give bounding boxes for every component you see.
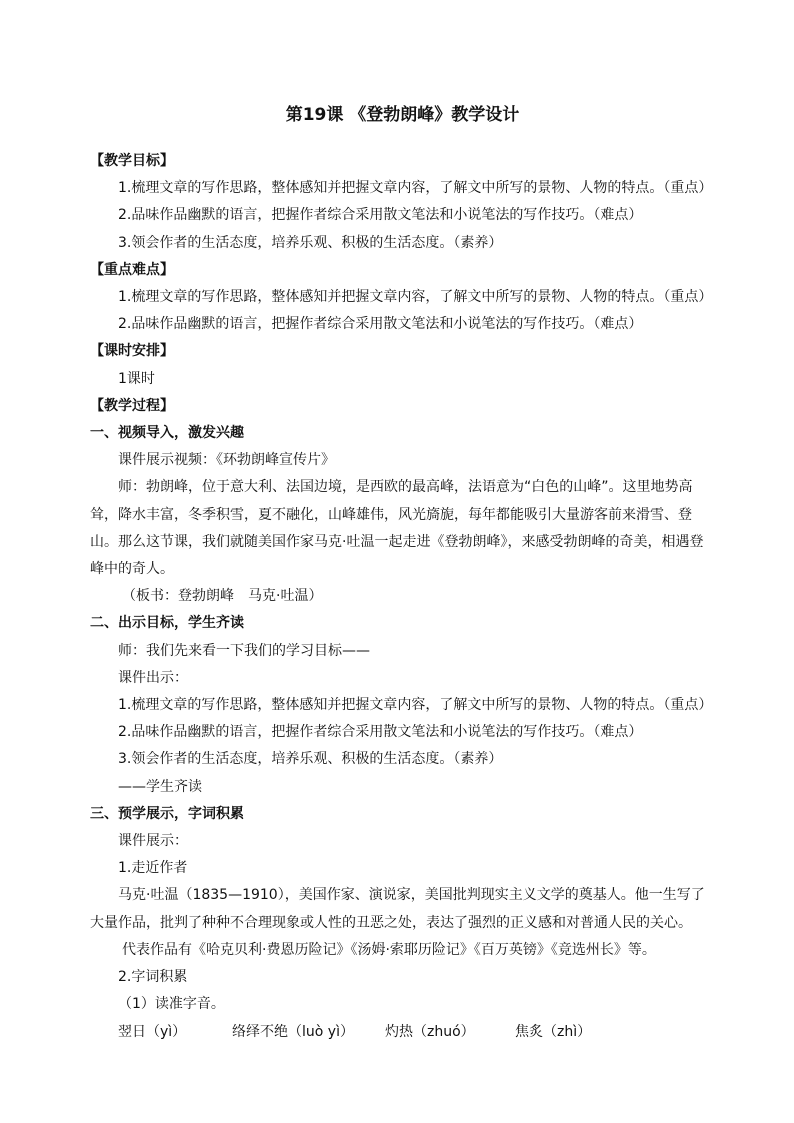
video-line: 课件展示视频：《环勃朗峰宣传片》 xyxy=(118,452,335,469)
goal-item: 3.领会作者的生活态度，培养乐观、积极的生活态度。（素养） xyxy=(118,751,503,768)
intro-paragraph: 师：勃朗峰，位于意大利、法国边境，是西欧的最高峰，法语意为“白色的山峰”。这里地势高耸，降水丰富，冬季积雪，夏不融化，山峰雄伟，风光旖旎，每年都能吸引大量游客前来滑雪、登山。那么这节课，我们就随美国作家马克·吐温一起走进《登勃朗峰》，来感受勃朗峰的奇美，相遇登峰中的奇人。 xyxy=(90,479,704,578)
subheading-vocab: 2.字词积累 xyxy=(118,969,188,986)
section-heading-schedule: 【课时安排】 xyxy=(90,343,174,360)
key-point-item: 2.品味作品幽默的语言，把握作者综合采用散文笔法和小说笔法的写作技巧。（难点） xyxy=(118,316,643,333)
author-paragraph: 马克·吐温（1835—1910），美国作家、演说家，美国批判现实主义文学的奠基人。他一生写了大量作品，批判了种种不合理现象或人性的丑恶之处，表达了强烈的正义感和对普通人民的关心。 xyxy=(90,887,705,931)
board-note: （板书：登勃朗峰 马克·吐温） xyxy=(122,588,323,605)
goal-item: 3.领会作者的生活态度，培养乐观、积极的生活态度。（素养） xyxy=(118,234,503,251)
section-heading-goals: 【教学目标】 xyxy=(90,153,174,169)
part-heading-2: 二、出示目标，学生齐读 xyxy=(90,615,244,632)
subheading-author: 1.走近作者 xyxy=(118,860,188,877)
key-point-item: 1.梳理文章的写作思路，整体感知并把握文章内容，了解文中所写的景物、人物的特点。（重点） xyxy=(118,289,713,306)
section-heading-process: 【教学过程】 xyxy=(90,397,174,414)
schedule-text: 1课时 xyxy=(118,370,155,387)
courseware-line: 课件出示： xyxy=(118,669,188,686)
pinyin-item: 翌日（yì） xyxy=(118,1023,187,1040)
part-heading-1: 一、视频导入，激发兴趣 xyxy=(90,425,244,442)
pinyin-item: 络绎不绝（luò yì） xyxy=(232,1023,354,1040)
goal-item: 1.梳理文章的写作思路，整体感知并把握文章内容，了解文中所写的景物、人物的特点。（重点） xyxy=(118,697,713,714)
goal-item: 2.品味作品幽默的语言，把握作者综合采用散文笔法和小说笔法的写作技巧。（难点） xyxy=(118,207,643,224)
read-aloud-line: ——学生齐读 xyxy=(118,778,202,795)
works-line: 代表作品有《哈克贝利·费恩历险记》《汤姆·索耶历险记》《百万英镑》《竞选州长》等。 xyxy=(122,941,656,958)
document-body xyxy=(90,100,715,1046)
pinyin-item: 灼热（zhuó） xyxy=(385,1023,475,1040)
courseware-line: 课件展示： xyxy=(118,833,188,850)
goal-item: 2.品味作品幽默的语言，把握作者综合采用散文笔法和小说笔法的写作技巧。（难点） xyxy=(118,724,643,741)
goal-item: 1.梳理文章的写作思路，整体感知并把握文章内容，了解文中所写的景物、人物的特点。（重点） xyxy=(118,180,713,197)
part-heading-3: 三、预学展示，字词积累 xyxy=(90,805,244,822)
section-heading-key-points: 【重点难点】 xyxy=(90,261,174,278)
page-title: 第19课 《登勃朗峰》教学设计 xyxy=(285,105,520,125)
pinyin-item: 焦炙（zhì） xyxy=(515,1023,592,1040)
subheading-pronunciation: （1）读准字音。 xyxy=(118,996,225,1013)
teacher-line: 师：我们先来看一下我们的学习目标—— xyxy=(118,642,370,659)
pinyin-row xyxy=(90,1019,715,1046)
